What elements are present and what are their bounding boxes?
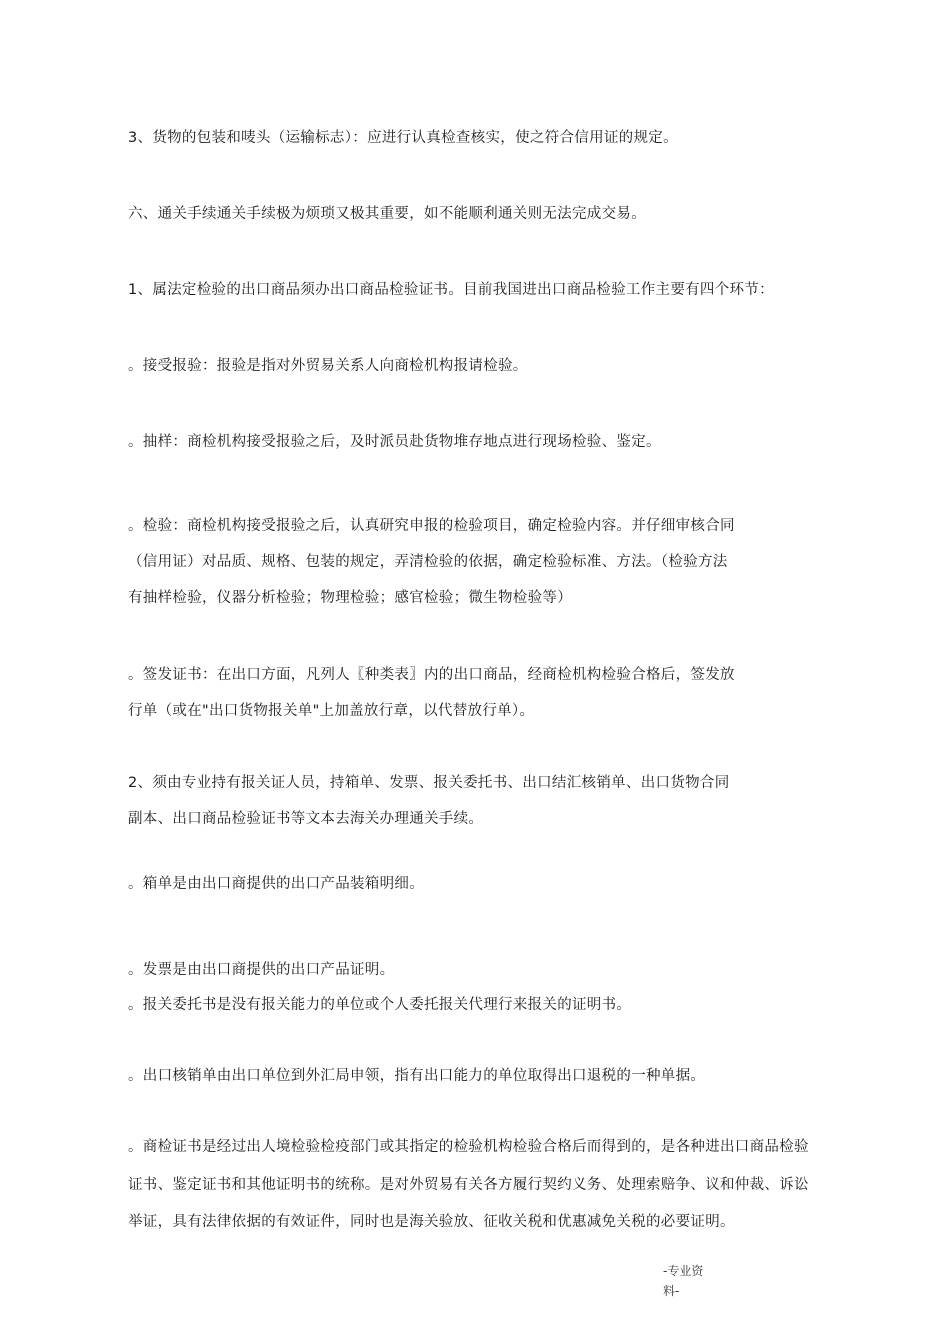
list-item-inspection-3: 有抽样检验，仪器分析检验；物理检验；感官检验；微生物检验等） [128,590,572,606]
footer-label-line-2: 料- [663,1284,680,1298]
paragraph-customs-docs-1: 2、须由专业持有报关证人员，持箱单、发票、报关委托书、出口结汇核销单、出口货物合同 [128,775,730,791]
list-item-verification-form: 。出口核销单由出口单位到外汇局申领，指有出口能力的单位取得出口退税的一种单据。 [128,1068,706,1084]
list-item-certificate-1: 。签发证书：在出口方面，凡列人〖种类表〗内的出口商品，经商检机构检验合格后，签发放 [128,667,735,683]
footer-label-line-1: -专业资 [663,1264,704,1278]
list-item-customs-authorization: 。报关委托书是没有报关能力的单位或个人委托报关代理行来报关的证明书。 [128,997,632,1013]
list-item-inspection-2: （信用证）对品质、规格、包装的规定，弄清检验的依据，确定检验标准、方法。（检验方法 [128,554,728,570]
list-item-sampling: 。抽样：商检机构接受报验之后，及时派员赴货物堆存地点进行现场检验、鉴定。 [128,434,661,450]
list-item-invoice: 。发票是由出口商提供的出口产品证明。 [128,962,395,978]
section-heading-customs: 六、通关手续通关手续极为烦琐又极其重要，如不能顺利通关则无法完成交易。 [128,206,646,222]
list-item-accept-inspection: 。接受报验：报验是指对外贸易关系人向商检机构报请检验。 [128,358,528,374]
list-item-certificate-2: 行单（或在"出口货物报关单"上加盖放行章，以代替放行单）。 [128,703,535,719]
list-item-inspection-1: 。检验：商检机构接受报验之后，认真研究申报的检验项目，确定检验内容。并仔细审核合同 [128,518,735,534]
list-item-packing-list: 。箱单是由出口商提供的出口产品装箱明细。 [128,876,424,892]
list-item-inspection-certificate-2: 证书、鉴定证书和其他证明书的统称。是对外贸易有关各方履行契约义务、处理索赔争、议和仲裁、诉讼 [128,1177,809,1193]
paragraph-customs-docs-2: 副本、出口商品检验证书等文本去海关办理通关手续。 [128,811,484,827]
paragraph-inspection-intro: 1、属法定检验的出口商品须办出口商品检验证书。目前我国进出口商品检验工作主要有四个环节： [128,282,774,298]
paragraph-packing-marks: 3、货物的包装和唛头（运输标志）：应进行认真检查核实，使之符合信用证的规定。 [128,130,678,146]
list-item-inspection-certificate-1: 。商检证书是经过出人境检验检疫部门或其指定的检验机构检验合格后而得到的，是各种进出口商品检验 [128,1139,809,1155]
list-item-inspection-certificate-3: 举证，具有法律依据的有效证件，同时也是海关验放、征收关税和优惠减免关税的必要证明。 [128,1214,735,1230]
